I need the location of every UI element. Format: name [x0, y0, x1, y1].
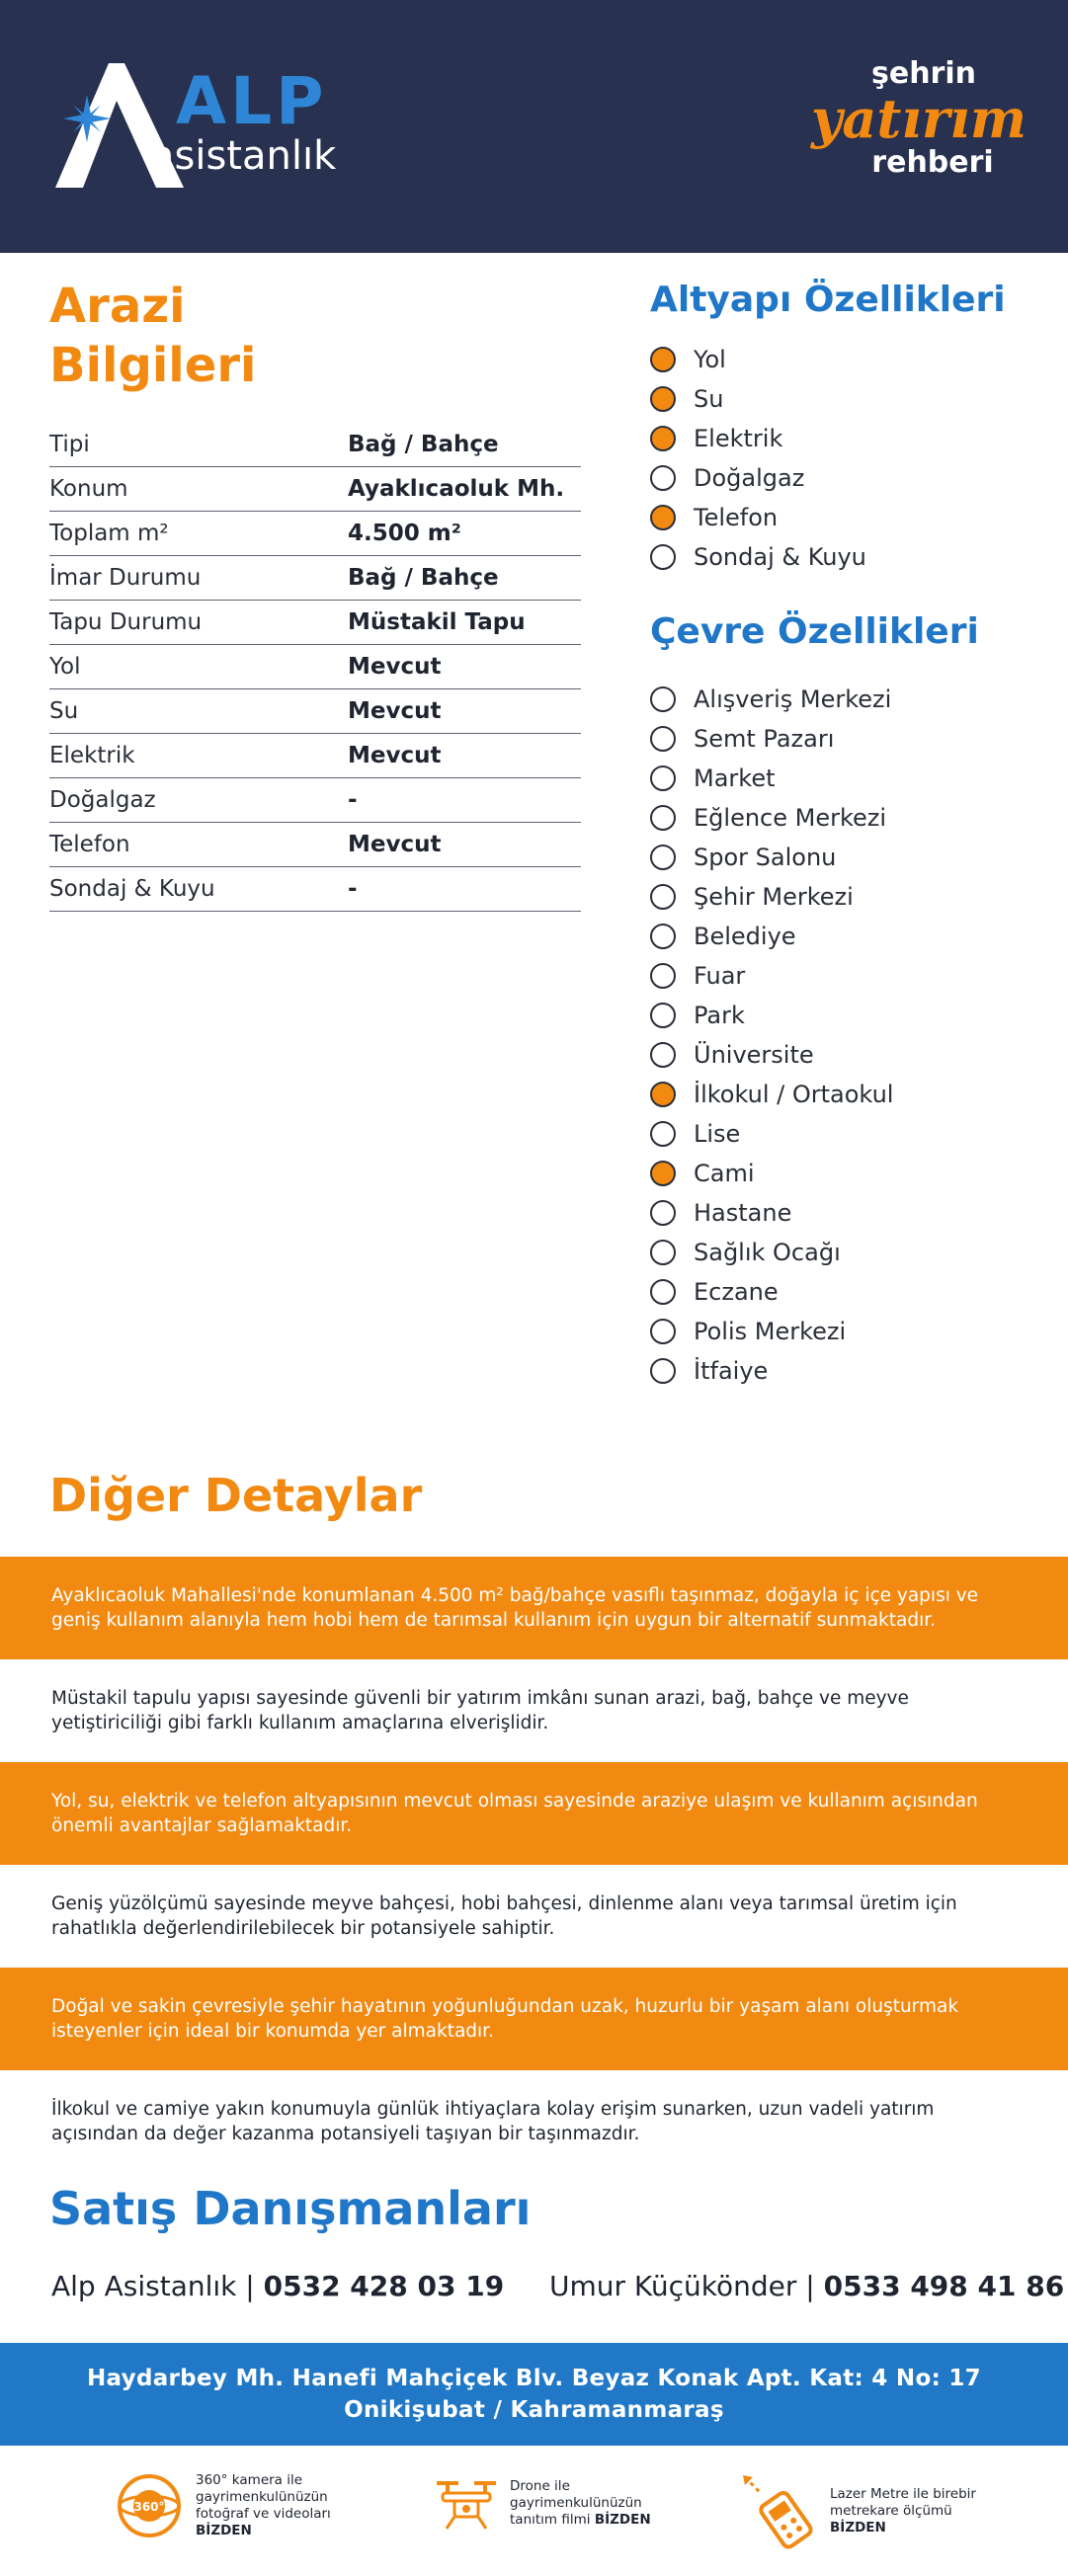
infrastructure-item-label: Sondaj & Kuyu — [694, 543, 866, 571]
environment-item-label: Şehir Merkezi — [694, 883, 854, 911]
environment-item-label: Spor Salonu — [694, 844, 837, 871]
info-row — [49, 689, 581, 734]
info-row-label: Tapu Durumu — [49, 609, 203, 635]
drone-icon — [435, 2471, 498, 2535]
environment-item-label: Fuar — [694, 962, 746, 990]
environment-item-label: İlkokul / Ortaokul — [694, 1081, 894, 1108]
camera-360-icon — [115, 2471, 184, 2540]
environment-item-label: Alışveriş Merkezi — [694, 685, 892, 713]
svg-text:360°: 360° — [133, 2500, 165, 2514]
info-row-value: Ayaklıcaoluk Mh. — [348, 476, 565, 502]
environment-item — [650, 1075, 893, 1114]
address-line-2: Onikişubat / Kahramanmaraş — [344, 2397, 724, 2423]
environment-item-label: Cami — [694, 1160, 755, 1187]
info-row — [49, 556, 581, 601]
details-list — [0, 1557, 1068, 2173]
checked-circle-icon — [650, 1161, 676, 1186]
checked-circle-icon — [650, 426, 676, 451]
environment-item — [650, 1272, 893, 1312]
info-row-label: Yol — [49, 654, 81, 680]
info-row — [49, 778, 581, 823]
info-row-label: Telefon — [49, 832, 130, 857]
agent-2-name: Umur Küçükönder — [549, 2270, 797, 2302]
environment-item-label: Polis Merkezi — [694, 1318, 847, 1345]
slogan-line-2: yatırım — [811, 87, 1027, 150]
empty-circle-icon — [650, 884, 676, 910]
service-laser-text — [830, 2486, 998, 2536]
empty-circle-icon — [650, 726, 676, 752]
environment-item — [650, 680, 893, 719]
slogan-line-3: rehberi — [871, 145, 994, 180]
infrastructure-item — [650, 379, 866, 419]
land-info-title — [49, 277, 256, 395]
empty-circle-icon — [650, 1200, 676, 1226]
environment-item — [650, 1035, 893, 1075]
details-title: Diğer Detaylar — [49, 1469, 423, 1522]
empty-circle-icon — [650, 1358, 676, 1384]
environment-item — [650, 996, 893, 1035]
slogan — [810, 57, 1027, 196]
laser-meter-icon — [739, 2471, 818, 2550]
empty-circle-icon — [650, 1319, 676, 1344]
detail-paragraph: Yol, su, elektrik ve telefon altyapısının mevcut olması sayesinde araziye ulaşım ve kullanım açısından önemli avantajlar sağlamaktadır. — [0, 1762, 1068, 1865]
environment-item — [650, 759, 893, 798]
environment-item-label: İtfaiye — [694, 1357, 769, 1385]
environment-item — [650, 1154, 893, 1193]
sales-contacts — [51, 2270, 1065, 2302]
info-row-value: Müstakil Tapu — [348, 609, 526, 635]
environment-item — [650, 1351, 893, 1391]
checked-circle-icon — [650, 347, 676, 372]
environment-list — [650, 680, 893, 1391]
infrastructure-item — [650, 419, 866, 458]
info-row-label: Su — [49, 698, 79, 724]
service-drone-text — [510, 2478, 678, 2529]
detail-paragraph: Müstakil tapulu yapısı sayesinde güvenli bir yatırım imkânı sunan arazi, bağ, bahçe ve meyve yetiştiriciliği gibi farklı kullanım amaçlarına elverişlidir. — [0, 1659, 1068, 1762]
agent-1-name: Alp Asistanlık — [51, 2270, 237, 2302]
environment-item-label: Lise — [694, 1120, 741, 1148]
infrastructure-item-label: Doğalgaz — [694, 464, 805, 492]
land-info-table — [49, 423, 581, 912]
info-row-label: Sondaj & Kuyu — [49, 876, 215, 902]
empty-circle-icon — [650, 765, 676, 791]
empty-circle-icon — [650, 1121, 676, 1147]
info-row-value: Mevcut — [348, 832, 442, 857]
infrastructure-item-label: Yol — [694, 346, 726, 373]
info-row-value: - — [348, 876, 358, 902]
info-row-value: 4.500 m² — [348, 521, 461, 546]
info-row — [49, 645, 581, 689]
service-drone-bold: BİZDEN — [594, 2511, 651, 2528]
detail-paragraph: Geniş yüzölçümü sayesinde meyve bahçesi, hobi bahçesi, dinlenme alanı veya tarımsal üretim için rahatlıkla değerlendirilebilecek bir potansiyele sahiptir. — [0, 1865, 1068, 1968]
service-laser-meter — [739, 2471, 998, 2550]
environment-item-label: Üniversite — [694, 1041, 814, 1069]
brand-logo[interactable] — [47, 61, 383, 200]
infrastructure-item-label: Elektrik — [694, 425, 783, 452]
land-info-title-line-1: Arazi — [49, 279, 186, 334]
environment-item — [650, 1233, 893, 1272]
info-row-label: İmar Durumu — [49, 565, 202, 591]
environment-title: Çevre Özellikleri — [650, 611, 979, 652]
empty-circle-icon — [650, 1279, 676, 1305]
environment-item — [650, 917, 893, 956]
empty-circle-icon — [650, 963, 676, 989]
environment-item-label: Eğlence Merkezi — [694, 804, 887, 832]
service-360-camera — [115, 2471, 364, 2540]
empty-circle-icon — [650, 845, 676, 870]
separator: | — [245, 2270, 264, 2302]
service-360-text — [196, 2472, 364, 2539]
info-row-value: Mevcut — [348, 698, 442, 724]
infrastructure-item-label: Su — [694, 385, 724, 413]
info-row-label: Doğalgaz — [49, 787, 156, 813]
info-row — [49, 867, 581, 912]
environment-item-label: Park — [694, 1002, 745, 1029]
infrastructure-title: Altyapı Özellikleri — [650, 280, 1006, 320]
environment-item — [650, 1312, 893, 1351]
environment-item — [650, 719, 893, 759]
address-bar — [0, 2343, 1068, 2446]
header — [0, 0, 1068, 253]
service-drone-desc: Drone ile gayrimenkulünüzün tanıtım filmi — [510, 2477, 642, 2528]
logo-subtitle: asistanlık — [150, 133, 337, 179]
environment-item — [650, 956, 893, 996]
service-laser-desc: Lazer Metre ile birebir metrekare ölçümü — [830, 2485, 976, 2519]
info-row-label: Konum — [49, 476, 128, 502]
info-row-value: Bağ / Bahçe — [348, 432, 499, 457]
info-row-value: Mevcut — [348, 654, 442, 680]
environment-item-label: Hastane — [694, 1199, 792, 1227]
checked-circle-icon — [650, 386, 676, 412]
infrastructure-item-label: Telefon — [694, 504, 779, 531]
agent-2-phone[interactable]: 0533 498 41 86 — [823, 2270, 1065, 2302]
address-line-1: Haydarbey Mh. Hanefi Mahçiçek Blv. Beyaz Konak Apt. Kat: 4 No: 17 — [87, 2366, 981, 2391]
detail-paragraph: Doğal ve sakin çevresiyle şehir hayatının yoğunluğundan uzak, huzurlu bir yaşam alanı oluşturmak isteyenler için ideal bir konumda yer almaktadır. — [0, 1968, 1068, 2070]
separator: | — [805, 2270, 824, 2302]
service-laser-bold: BİZDEN — [830, 2519, 886, 2536]
info-row — [49, 734, 581, 778]
empty-circle-icon — [650, 1003, 676, 1028]
checked-circle-icon — [650, 505, 676, 530]
sales-title: Satış Danışmanları — [49, 2182, 532, 2235]
environment-item — [650, 838, 893, 877]
service-360-bold: BİZDEN — [196, 2523, 252, 2538]
services-bar — [0, 2450, 1068, 2576]
environment-item — [650, 1193, 893, 1233]
info-row — [49, 823, 581, 867]
empty-circle-icon — [650, 805, 676, 831]
service-drone — [435, 2471, 678, 2535]
empty-circle-icon — [650, 1042, 676, 1068]
service-360-desc: 360° kamera ile gayrimenkulünüzün fotoğraf ve videoları — [196, 2472, 331, 2522]
slogan-line-1: şehrin — [871, 56, 976, 91]
info-row-value: - — [348, 787, 358, 813]
agent-1-phone[interactable]: 0532 428 03 19 — [263, 2270, 505, 2302]
environment-item-label: Market — [694, 765, 776, 792]
info-row — [49, 467, 581, 512]
infrastructure-item — [650, 537, 866, 577]
infrastructure-list — [650, 340, 866, 577]
environment-item-label: Eczane — [694, 1278, 779, 1306]
infrastructure-item — [650, 458, 866, 498]
logo-name: ALP — [176, 63, 328, 139]
land-info-title-line-2: Bilgileri — [49, 338, 257, 393]
info-row-label: Tipi — [49, 432, 90, 457]
infrastructure-item — [650, 340, 866, 379]
empty-circle-icon — [650, 924, 676, 949]
environment-item — [650, 798, 893, 838]
info-row — [49, 601, 581, 645]
checked-circle-icon — [650, 1082, 676, 1107]
detail-paragraph: Ayaklıcaoluk Mahallesi'nde konumlanan 4.500 m² bağ/bahçe vasıflı taşınmaz, doğayla iç içe yapısı ve geniş kullanım alanıyla hem hobi hem de tarımsal kullanım için uygun bir alternatif sunmaktadır. — [0, 1557, 1068, 1659]
environment-item — [650, 1114, 893, 1154]
info-row — [49, 512, 581, 556]
detail-paragraph: İlkokul ve camiye yakın konumuyla günlük ihtiyaçlara kolay erişim sunarken, uzun vadeli yatırım açısından da değer kazanma potansiyeli taşıyan bir taşınmazdır. — [0, 2070, 1068, 2173]
info-row — [49, 423, 581, 467]
info-row-label: Elektrik — [49, 743, 135, 768]
environment-item-label: Semt Pazarı — [694, 725, 835, 753]
info-row-value: Bağ / Bahçe — [348, 565, 499, 591]
info-row-value: Mevcut — [348, 743, 442, 768]
environment-item-label: Sağlık Ocağı — [694, 1239, 841, 1266]
environment-item — [650, 877, 893, 917]
empty-circle-icon — [650, 1240, 676, 1265]
empty-circle-icon — [650, 544, 676, 570]
empty-circle-icon — [650, 686, 676, 712]
info-row-label: Toplam m² — [49, 521, 169, 546]
infrastructure-item — [650, 498, 866, 537]
environment-item-label: Belediye — [694, 923, 796, 950]
empty-circle-icon — [650, 465, 676, 491]
